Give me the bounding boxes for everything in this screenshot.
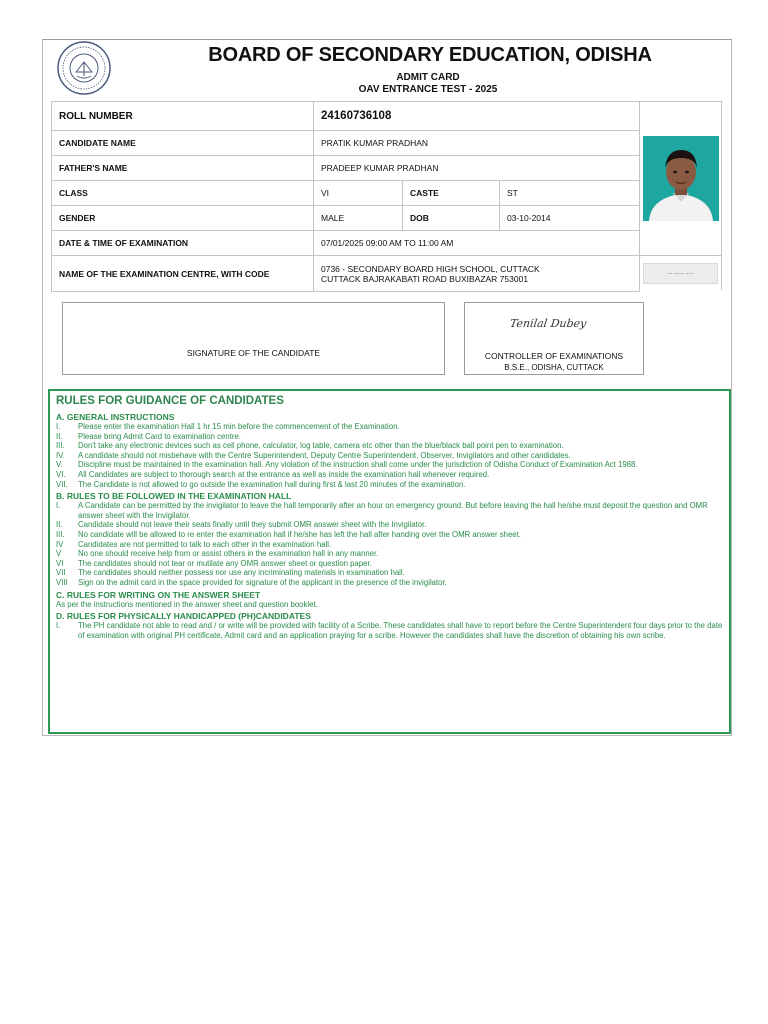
centre-superintendent-signature: ~~ ~~~~ ~~~ [643,263,718,284]
candidate-photo [643,136,719,221]
rules-panel [48,389,731,734]
rules-section-heading: D. RULES FOR PHYSICALLY HANDICAPPED (PH)CANDIDATES [56,611,311,622]
rule-number: VII. [56,479,68,489]
rule-text: No candidate will be allowed to re enter the examination hall if he/she has left the hall after handing over the OMR answer sheet. [78,529,521,539]
table-row [52,231,640,256]
rule-item [56,530,725,540]
controller-signature-box [464,302,644,375]
rule-item [56,578,725,588]
rule-text: A candidate should not misbehave with the Centre Superintendent, Deputy Centre Superintendent, Observer, Invigilators and other candidates. [78,450,571,460]
rule-text: The PH candidate not able to read and / or write will be provided with facility of a Scribe. These candidates shall have to report before the Centre Superintendent four days prior to the date of examination with original PH certificate, Admit card and an application praying for a scribe. However the candidates shall have the discretion of obtaining his own scribe. [78,621,723,640]
rule-item [56,549,725,559]
rule-text: The candidates should not tear or mutilate any OMR answer sheet or question paper. [78,558,372,568]
class-label: CLASS [52,181,314,206]
rule-number: III. [56,529,65,539]
rule-item [56,501,725,520]
caste-label: CASTE [403,181,500,206]
controller-signature: Tenilal Dubey [509,317,588,330]
gender-label: GENDER [52,206,314,231]
father-name-label: FATHER'S NAME [52,156,314,181]
rule-number: IV [56,539,64,549]
rule-number: VI [56,558,64,568]
rule-number: V. [56,460,63,470]
rule-number: VII [56,568,66,578]
exam-name: OAV ENTRANCE TEST - 2025 [358,84,498,95]
rule-item [56,520,725,530]
rule-number: IV. [56,450,65,460]
rule-number: II. [56,520,63,530]
rule-text: No one should receive help from or assist others in the examination hall in any manner. [78,549,379,559]
rule-item [56,441,725,451]
rule-item [56,480,725,490]
bse-odisha-seal-icon [54,40,114,96]
rule-number: I. [56,422,61,431]
rule-text: Please bring Admit Card to examination centre. [78,431,241,441]
rule-text: The candidates should neither possess nor use any incriminating materials in examination hall. [78,568,405,578]
rule-text: Discipline must be maintained in the examination hall. Any violation of the instruction shall come under the jurisdiction of Odisha Conduct of Examination Act 1988. [78,460,638,470]
caste-value: ST [500,181,640,206]
rule-text: A Candidate can be permitted by the invigilator to leave the hall temporarily after an hour on emergency ground. But before leaving the hall he/she must deposit the question and OMR answer sheet with the Invigilator. [78,501,708,520]
candidate-signature-label: SIGNATURE OF THE CANDIDATE [186,348,321,358]
rule-number: VIII [56,577,68,587]
rules-section-heading: A. GENERAL INSTRUCTIONS [56,412,175,422]
table-row [52,206,640,231]
exam-centre-label: NAME OF THE EXAMINATION CENTRE, WITH CODE [52,256,314,292]
section-gap [56,640,725,642]
class-value: VI [314,181,403,206]
rule-item [56,451,725,461]
rule-text: All Candidates are subject to thorough search at the entrance as well as inside the examination hall whenever required. [78,469,490,479]
rules-section-heading: C. RULES FOR WRITING ON THE ANSWER SHEET [56,589,261,600]
candidate-name-label: CANDIDATE NAME [52,131,314,156]
rule-number: VI. [56,469,66,479]
exam-centre-line1: 0736 - SECONDARY BOARD HIGH SCHOOL, CUTTACK [321,263,540,274]
board-title: BOARD OF SECONDARY EDUCATION, ODISHA [208,44,652,66]
dob-value: 03-10-2014 [500,206,640,231]
rule-item [56,621,725,640]
roll-number-label: ROLL NUMBER [52,102,314,131]
exam-centre-line2: CUTTACK BAJRAKABATI ROAD BUXIBAZAR 753001 [321,273,529,284]
exam-datetime-value: 07/01/2025 09:00 AM TO 11:00 AM [314,231,640,256]
rule-text: As per the instructions mentioned in the answer sheet and question booklet. [56,599,318,609]
rule-item [56,559,725,569]
dob-label: DOB [403,206,500,231]
admit-card-label: ADMIT CARD [396,72,460,83]
rule-text: Sign on the admit card in the space provided for signature of the applicant in the presence of the invigilator. [78,577,447,587]
gender-value: MALE [314,206,403,231]
rule-text: Don't take any electronic devices such as cell phone, calculator, log table, camera etc other than the blue/black ball point pen to examination. [78,441,564,451]
candidate-details-table [51,101,640,292]
controller-title: CONTROLLER OF EXAMINATIONS [484,351,624,361]
rule-item [56,540,725,550]
table-row [52,181,640,206]
father-name-value: PRADEEP KUMAR PRADHAN [314,156,640,181]
exam-centre-value [314,256,640,292]
rule-item [56,470,725,480]
rule-item [56,568,725,578]
rule-text: Candidate should not leave their seats finally until they submit OMR answer sheet with the Invigilator. [78,520,427,530]
rule-number: V [56,549,62,559]
rules-section-heading: B. RULES TO BE FOLLOWED IN THE EXAMINATION HALL [56,491,292,502]
rule-item [56,460,725,470]
rule-item [56,432,725,442]
rule-number: I. [56,621,61,631]
exam-datetime-label: DATE & TIME OF EXAMINATION [52,231,314,256]
candidate-name-value: PRATIK KUMAR PRADHAN [314,131,640,156]
rule-text: Please enter the examination Hall 1 hr 15 min before the commencement of the Examination. [78,422,400,431]
table-row [52,102,640,131]
rule-number: III. [56,441,65,451]
roll-number-value: 24160736108 [314,102,640,131]
controller-office: B.S.E., ODISHA, CUTTACK [504,363,604,372]
rule-number: II. [56,431,63,441]
rules-title: RULES FOR GUIDANCE OF CANDIDATES [56,395,284,407]
rule-text: Candidates are not permitted to talk to each other in the examination hall. [78,539,332,549]
table-row [52,256,640,292]
rule-text: The Candidate is not allowed to go outside the examination hall during first & last 20 minutes of the examination. [78,479,466,489]
rule-item [56,600,725,610]
rule-number: I. [56,501,61,511]
table-row [52,156,640,181]
rule-item [56,422,725,432]
table-row [52,131,640,156]
candidate-signature-box [62,302,445,375]
